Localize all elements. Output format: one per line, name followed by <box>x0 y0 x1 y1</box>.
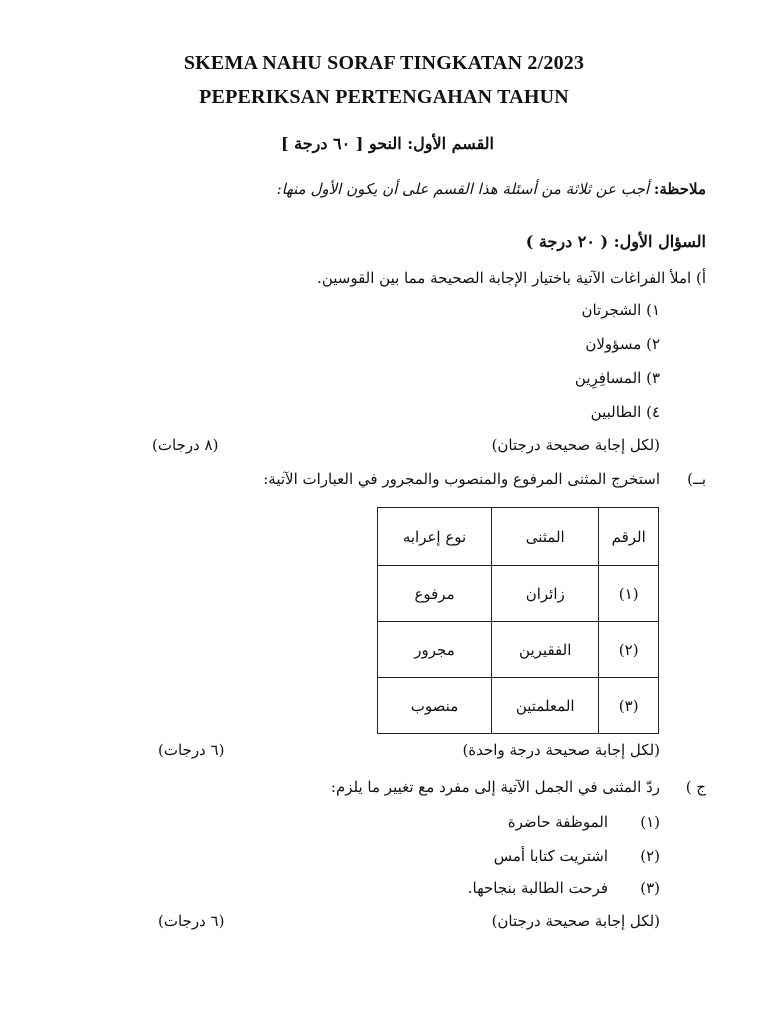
table-cell: زائران <box>492 566 599 622</box>
part-c-marks: (٦ درجات) <box>158 912 225 930</box>
table-cell: منصوب <box>378 678 492 734</box>
document-title: SKEMA NAHU SORAF TINGKATAN 2/2023 <box>183 52 585 74</box>
table-header-cell: نوع إعرابه <box>378 508 492 566</box>
table-cell: الفقيرين <box>492 622 599 678</box>
table-cell: (٢) <box>599 622 659 678</box>
document-subtitle: PEPERIKSAN PERTENGAHAN TAHUN <box>199 86 569 108</box>
question-title: السؤال الأول: ( ٢٠ درجة ) <box>525 232 706 251</box>
table-cell: (١) <box>599 566 659 622</box>
table-header-cell: الرقم <box>599 508 659 566</box>
part-a-answer-2: ٢) مسؤولان <box>585 335 660 353</box>
table-row <box>378 622 659 678</box>
answer-table <box>377 507 659 734</box>
part-c-number-3: (٣) <box>640 879 660 897</box>
part-c-marking-rule: (لكل إجابة صحيحة درجتان) <box>491 912 660 930</box>
table-cell: مجرور <box>378 622 492 678</box>
part-c-number-1: (١) <box>640 813 660 831</box>
part-c-sentence-3: فرحت الطالبة بنجاحها. <box>467 879 608 897</box>
part-c-label: ج ) <box>685 778 706 796</box>
part-b-marks: (٦ درجات) <box>158 741 225 759</box>
part-a-instruction: أ) املأ الفراغات الآتية باختيار الإجابة الصحيحة مما بين القوسين. <box>317 269 706 287</box>
part-a-answer-4: ٤) الطالبين <box>590 403 660 421</box>
table-cell: (٣) <box>599 678 659 734</box>
part-a-answer-1: ١) الشجرتان <box>581 301 660 319</box>
part-b-label: بــ) <box>687 470 706 488</box>
table-header-row <box>378 508 659 566</box>
part-c-sentence-2: اشتريت كتابا أمس <box>493 847 608 865</box>
table-cell: مرفوع <box>378 566 492 622</box>
table-cell: المعلمتين <box>492 678 599 734</box>
part-b-marking-rule: (لكل إجابة صحيحة درجة واحدة) <box>462 741 660 759</box>
table-row <box>378 678 659 734</box>
table-header-cell: المثنى <box>492 508 599 566</box>
section-title: القسم الأول: النحو [ ٦٠ درجة ] <box>281 134 494 153</box>
part-b-instruction: استخرج المثنى المرفوع والمنصوب والمجرور في العبارات الآتية: <box>263 470 660 488</box>
note-text: أجب عن ثلاثة من أسئلة هذا القسم على أن يكون الأول منها: <box>276 180 654 198</box>
part-c-sentence-1: الموظفة حاضرة <box>507 813 608 831</box>
table-row <box>378 566 659 622</box>
note-line <box>277 180 706 198</box>
part-c-number-2: (٢) <box>640 847 660 865</box>
note-label: ملاحظة: <box>653 180 706 198</box>
part-a-answer-3: ٣) المسافِرِين <box>574 369 660 387</box>
part-a-marking-rule: (لكل إجابة صحيحة درجتان) <box>491 436 660 454</box>
part-a-marks: (٨ درجات) <box>152 436 219 454</box>
part-c-instruction: ردّ المثنى في الجمل الآتية إلى مفرد مع تغيير ما يلزم: <box>330 778 660 796</box>
